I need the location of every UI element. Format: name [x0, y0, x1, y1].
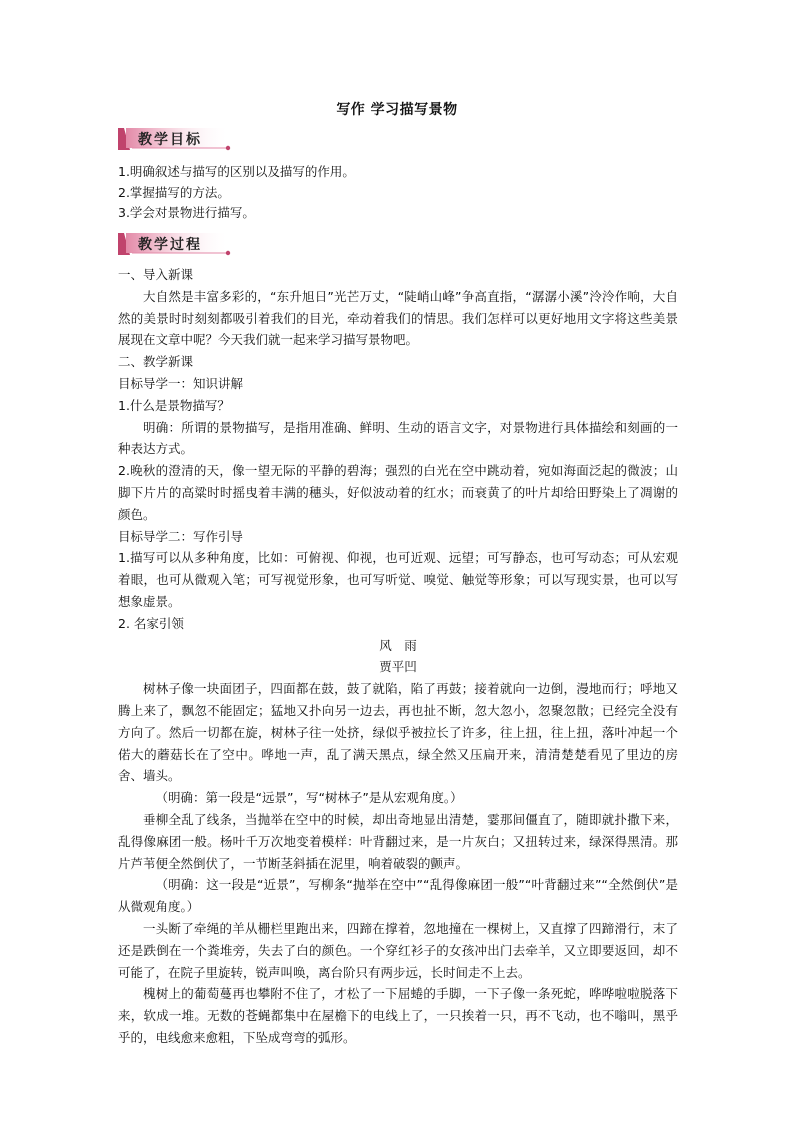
- page-title: 写作 学习描写景物: [336, 102, 458, 118]
- process-heading: 教学过程: [138, 237, 202, 253]
- answer-paragraph: 明确：所谓的景物描写，是指用准确、鲜明、生动的语言文字，对景物进行具体描绘和刻画的一种表达方式。: [118, 419, 678, 457]
- section-heading: 一、导入新课: [118, 267, 194, 282]
- objective-item: 2.掌握描写的方法。: [118, 184, 230, 200]
- objective-item: 1.明确叙述与描写的区别以及描写的作用。: [118, 164, 355, 179]
- objective-item: 3.学会对景物进行描写。: [118, 205, 255, 220]
- intro-paragraph: 大自然是丰富多彩的，“东升旭日”光芒万丈，“陡峭山峰”争高直指，“潺潺小溪”泠泠作响，大自然的美景时时刻刻都吸引着我们的目光，牵动着我们的情思。我们怎样可以更好地用文字将这些美景展现在文章中呢？今天我们就一起来学习描写景物吧。: [118, 288, 678, 348]
- essay-paragraph: 垂柳全乱了线条，当抛举在空中的时候，却出奇地显出清楚，霎那间僵直了，随即就扑撒下来，乱得像麻团一般。杨叶千万次地变着模样：叶背翻过来，是一片灰白；又扭转过来，绿深得黑清。那片芦苇便全然倒伏了，一节断茎斜插在泥里，响着破裂的颤声。: [118, 811, 678, 871]
- objectives-banner: [118, 126, 234, 152]
- objectives-heading: 教学目标: [138, 132, 202, 148]
- example-paragraph: 2.晚秋的澄清的天，像一望无际的平静的碧海；强烈的白光在空中跳动着，宛如海面泛起的微波；山脚下片片的高粱时时摇曳着丰满的穗头，好似波动着的红水；而衰黄了的叶片却给田野染上了凋谢的颜色。: [118, 463, 678, 522]
- guide-heading: 目标导学二：写作引导: [118, 528, 244, 544]
- angles-paragraph: 1.描写可以从多种角度，比如：可俯视、仰视，也可近观、远望；可写静态，也可写动态；可从宏观着眼，也可从微观入笔；可写视觉形象，也可写听觉、嗅觉、触觉等形象；可以写现实景，也可以写想象虚景。: [118, 550, 678, 609]
- process-body: [118, 264, 678, 1049]
- essay-paragraph: 槐树上的葡萄蔓再也攀附不住了，才松了一下屈蜷的手脚，一下子像一条死蛇，哗哗啦啦脱落下来，软成一堆。无数的苍蝇都集中在屋檐下的电线上了，一只挨着一只，再不飞动，也不嗡叫，黑乎乎的，电线愈来愈粗，下坠成弯弯的弧形。: [118, 986, 678, 1045]
- essay-author: 贾平凹: [379, 659, 417, 675]
- essay-title: 风 雨: [379, 637, 417, 653]
- essay-paragraph: 树林子像一块面团子，四面都在鼓，鼓了就陷，陷了再鼓；接着就向一边倒，漫地而行；呼地又腾上来了，飘忽不能固定；猛地又扑向另一边去，再也扯不断，忽大忽小，忽聚忽散；已经完全没有方向了。然后一切都在旋，树林子往一处挤，绿似乎被拉长了许多，往上扭，往上扭，落叶冲起一个偌大的蘑菇长在了空中。哗地一声，乱了满天黑点，绿全然又压扁开来，清清楚楚看见了里边的房舍、墙头。: [118, 681, 678, 784]
- process-banner: [118, 231, 234, 257]
- objectives-list: [118, 162, 678, 224]
- essay-note: （明确：这一段是“近景”，写柳条“抛举在空中”“乱得像麻团一般”“叶背翻过来”“全然倒伏”是从微观角度。）: [118, 877, 678, 915]
- question: 1.什么是景物描写？: [118, 397, 230, 413]
- masters-heading: 2. 名家引领: [118, 615, 184, 631]
- guide-heading: 目标导学一：知识讲解: [118, 375, 244, 391]
- essay-paragraph: 一头断了牵绳的羊从栅栏里跑出来，四蹄在撑着，忽地撞在一棵树上，又直撑了四蹄滑行，末了还是跌倒在一个粪堆旁，失去了白的颜色。一个穿红衫子的女孩冲出门去牵羊，又立即要返回，却不可能了，在院子里旋转，锐声叫唤，离台阶只有两步远，长时间走不上去。: [118, 920, 678, 980]
- essay-note: （明确：第一段是“远景”，写“树林子”是从宏观角度。）: [155, 790, 463, 806]
- section-heading: 二、教学新课: [118, 354, 194, 370]
